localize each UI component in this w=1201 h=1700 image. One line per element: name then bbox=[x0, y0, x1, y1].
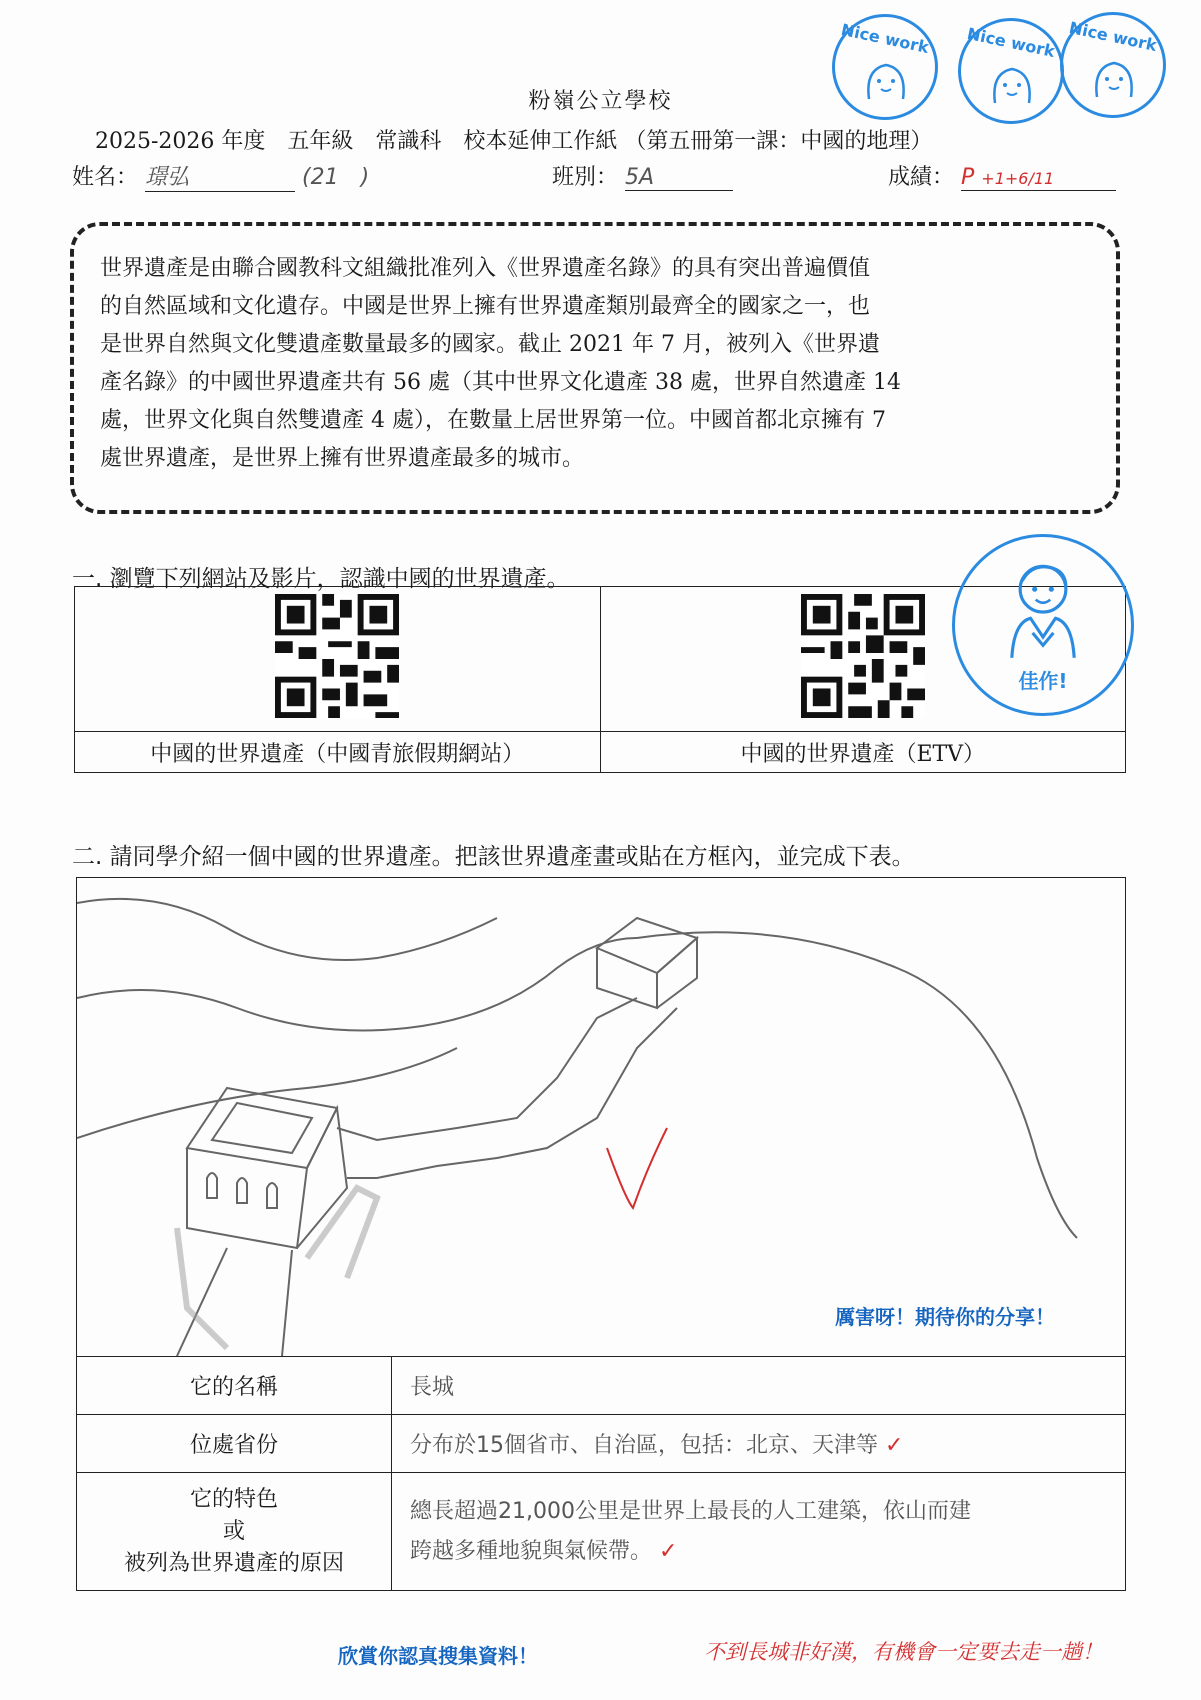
row-label: 它的名稱 bbox=[77, 1357, 392, 1415]
answer-line: 總長超過21,000公里是世界上最長的人工建築，依山而建 bbox=[410, 1498, 971, 1524]
row-label-line: 被列為世界遺產的原因 bbox=[123, 1550, 344, 1576]
grade-label: 成績： bbox=[888, 165, 955, 190]
answer-name[interactable]: 長城 bbox=[392, 1357, 1126, 1415]
row-label-line: 或 bbox=[222, 1518, 245, 1544]
class-number-value: 21 bbox=[310, 165, 339, 190]
far-tower bbox=[597, 918, 697, 1008]
hill-outline bbox=[77, 938, 637, 1031]
boy-heart-icon bbox=[991, 555, 1095, 665]
near-tower-parapet bbox=[212, 1103, 312, 1153]
checkmark-icon bbox=[607, 1128, 667, 1208]
stamp-text: Nice work bbox=[839, 19, 931, 58]
row-label bbox=[77, 1473, 392, 1591]
answer-line-wrap bbox=[410, 1532, 1124, 1572]
table-row bbox=[77, 1357, 1126, 1415]
stamp-text: Nice work bbox=[965, 23, 1057, 62]
grade-field bbox=[888, 160, 1116, 191]
info-table bbox=[76, 1356, 1126, 1591]
stamp-text: Nice work bbox=[1067, 17, 1159, 56]
checkmark-icon: ✓ bbox=[659, 1538, 678, 1564]
section2-title: 二. 請同學介紹一個中國的世界遺產。把該世界遺產畫或貼在方框內，並完成下表。 bbox=[72, 844, 915, 870]
link-label-cell[interactable] bbox=[600, 732, 1126, 773]
qr-cell bbox=[75, 587, 601, 732]
grade-value bbox=[961, 165, 1116, 191]
shading bbox=[177, 1228, 227, 1348]
link-label[interactable]: 中國的世界遺產（中國青旅假期網站） bbox=[150, 741, 525, 767]
intro-line: 處，世界文化與自然雙遺產 4 處），在數量上居世界第一位。中國首都北京擁有 7 bbox=[100, 408, 886, 433]
drawing-box bbox=[76, 877, 1126, 1357]
intro-line: 世界遺產是由聯合國教科文組織批准列入《世界遺產名錄》的具有突出普遍價值 bbox=[100, 256, 871, 281]
section1-title: 一. 瀏覽下列網站及影片，認識中國的世界遺產。 bbox=[72, 566, 570, 592]
school-name: 粉嶺公立學校 bbox=[528, 89, 673, 114]
tower-windows bbox=[207, 1173, 277, 1208]
class-label: 班別： bbox=[552, 165, 619, 190]
link-label[interactable]: 中國的世界遺產（ETV） bbox=[740, 741, 986, 767]
grade-note: +1+6/11 bbox=[981, 169, 1055, 188]
row-label-line: 它的特色 bbox=[189, 1486, 278, 1512]
class-field bbox=[552, 160, 733, 191]
answer-province[interactable] bbox=[392, 1415, 1126, 1473]
best-work-text: 佳作! bbox=[1018, 669, 1068, 693]
hill-outline bbox=[77, 1048, 457, 1138]
answer-line: 跨越多種地貌與氣候帶。 bbox=[410, 1538, 653, 1564]
intro-line: 處世界遺產，是世界上擁有世界遺產最多的城市。 bbox=[100, 446, 585, 471]
wall-upper-edge bbox=[337, 998, 637, 1140]
table-row bbox=[77, 1473, 1126, 1591]
intro-line: 產名錄》的中國世界遺產共有 56 處（其中世界文化遺產 38 處，世界自然遺產 14 bbox=[100, 370, 901, 395]
qr-code-icon[interactable] bbox=[275, 594, 399, 718]
qr-code-icon[interactable] bbox=[801, 594, 925, 718]
link-label-cell[interactable] bbox=[75, 732, 601, 773]
intro-text bbox=[100, 250, 1100, 478]
best-work-stamp bbox=[952, 534, 1134, 716]
wall-lower-edge bbox=[347, 1008, 677, 1178]
wall-foreground bbox=[177, 1248, 292, 1356]
intro-line: 的自然區域和文化遺存。中國是世界上擁有世界遺產類別最齊全的國家之一，也 bbox=[100, 294, 871, 319]
answer-features[interactable] bbox=[392, 1473, 1126, 1591]
intro-line: 是世界自然與文化雙遺產數量最多的國家。截止 2021 年 7 月，被列入《世界遺 bbox=[100, 332, 880, 357]
shading bbox=[307, 1188, 377, 1278]
name-value: 璟弘 bbox=[145, 160, 295, 192]
checkmark-icon: ✓ bbox=[885, 1433, 904, 1458]
row-label: 位處省份 bbox=[77, 1415, 392, 1473]
hill-outline bbox=[77, 899, 497, 960]
answer-province-text: 分布於15個省市、自治區，包括：北京、天津等 bbox=[410, 1433, 878, 1458]
near-tower-top bbox=[187, 1088, 337, 1168]
great-wall-drawing bbox=[77, 878, 1125, 1356]
footer-blue-comment: 欣賞你認真搜集資料！ bbox=[338, 1644, 538, 1668]
name-label: 姓名： bbox=[72, 165, 139, 190]
far-tower-side bbox=[657, 938, 697, 1008]
class-number: (21 ) bbox=[302, 165, 370, 190]
class-value: 5A bbox=[625, 165, 733, 191]
worksheet-subtitle: 2025-2026 年度 五年級 常識科 校本延伸工作紙 （第五冊第一課：中國的地理） bbox=[95, 129, 933, 154]
teacher-comment: 厲害呀！期待你的分享！ bbox=[835, 1305, 1055, 1329]
name-field bbox=[72, 160, 369, 192]
hill-outline bbox=[637, 932, 1077, 1238]
footer-red-comment: 不到長城非好漢，有機會一定要去走一趟！ bbox=[704, 1640, 1103, 1664]
table-row bbox=[77, 1415, 1126, 1473]
grade-mark: P bbox=[961, 165, 975, 190]
near-tower-side bbox=[297, 1108, 347, 1248]
